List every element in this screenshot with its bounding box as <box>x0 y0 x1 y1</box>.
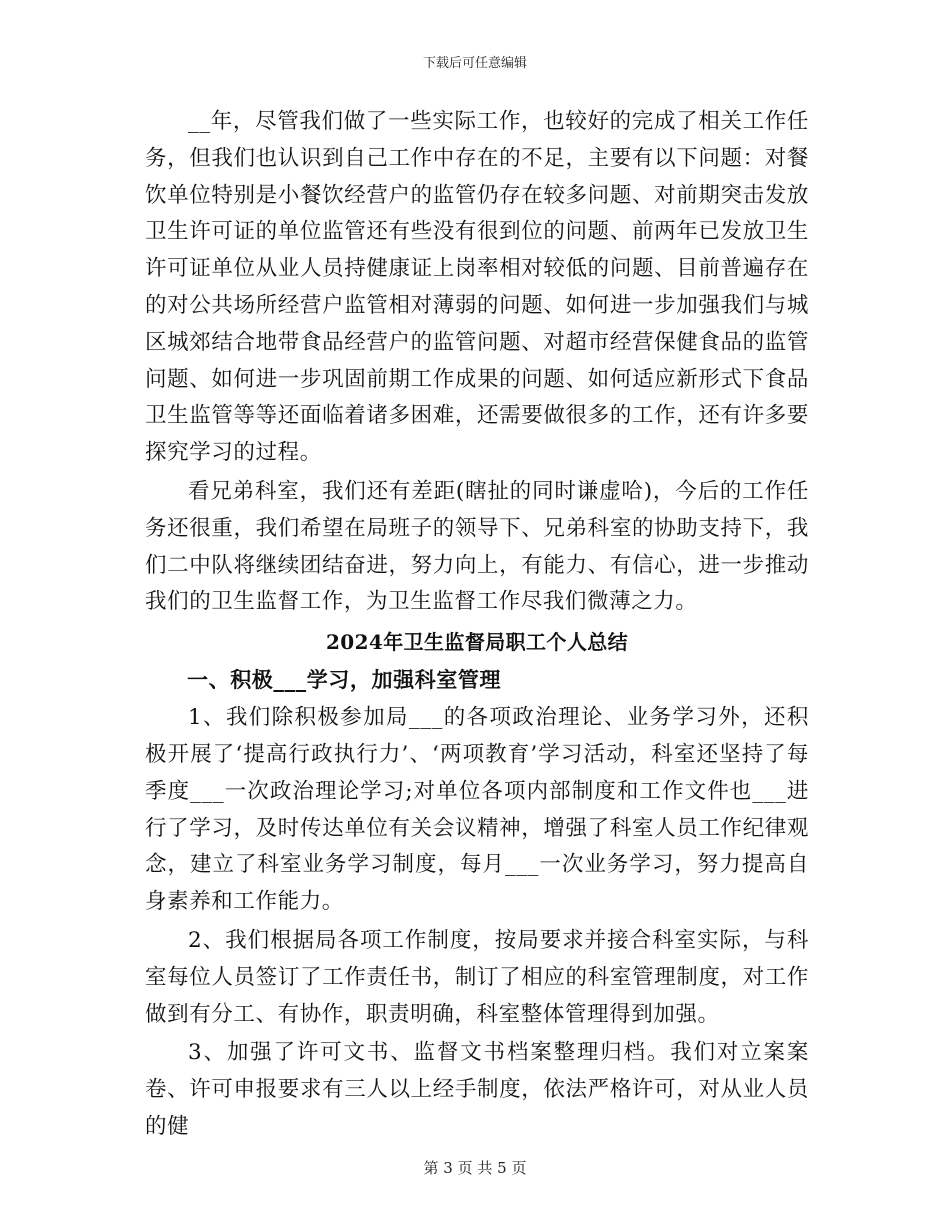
paragraph: 1、我们除积极参加局___的各项政治理论、业务学习外，还积极开展了‘提高行政执行力’、‘两项教育’学习活动，科室还坚持了每季度___一次政治理论学习;对单位各项内部制度和工作文件也___进行了学习，及时传达单位有关会议精神，增强了科室人员工作纪律观念，建立了科室业务学习制度，每月___一次业务学习，努力提高自身素养和工作能力。 <box>145 705 809 915</box>
document-body <box>145 104 809 1146</box>
paragraph: 3、加强了许可文书、监督文书档案整理归档。我们对立案案卷、许可申报要求有三人以上经手制度，依法严格许可，对从业人员的健 <box>145 1040 809 1139</box>
page-header: 下载后可任意编辑 <box>422 56 527 71</box>
paragraph: 看兄弟科室，我们还有差距(瞎扯的同时谦虚哈)，今后的工作任务还很重，我们希望在局班子的领导下、兄弟科室的协助支持下，我们二中队将继续团结奋进，努力向上，有能力、有信心，进一步推动我们的卫生监督工作，为卫生监督工作尽我们微薄之力。 <box>145 478 809 615</box>
page-footer: 第 3 页 共 5 页 <box>423 1159 527 1177</box>
section-heading: 一、积极___学习，加强科室管理 <box>187 667 502 693</box>
document-title: 2024年卫生监督局职工个人总结 <box>325 630 629 655</box>
paragraph: __年，尽管我们做了一些实际工作，也较好的完成了相关工作任务，但我们也认识到自己工作中存在的不足，主要有以下问题：对餐饮单位特别是小餐饮经营户的监管仍存在较多问题、对前期突击发放卫生许可证的单位监管还有些没有很到位的问题、前两年已发放卫生许可证单位从业人员持健康证上岗率相对较低的问题、目前普遍存在的对公共场所经营户监管相对薄弱的问题、如何进一步加强我们与城区城郊结合地带食品经营户的监管问题、对超市经营保健食品的监管问题、如何进一步巩固前期工作成果的问题、如何适应新形式下食品卫生监管等等还面临着诸多困难，还需要做很多的工作，还有许多要探究学习的过程。 <box>145 109 809 466</box>
paragraph: 2、我们根据局各项工作制度，按局要求并接合科室实际，与科室每位人员签订了工作责任书，制订了相应的科室管理制度，对工作做到有分工、有协作，职责明确，科室整体管理得到加强。 <box>145 927 809 1027</box>
